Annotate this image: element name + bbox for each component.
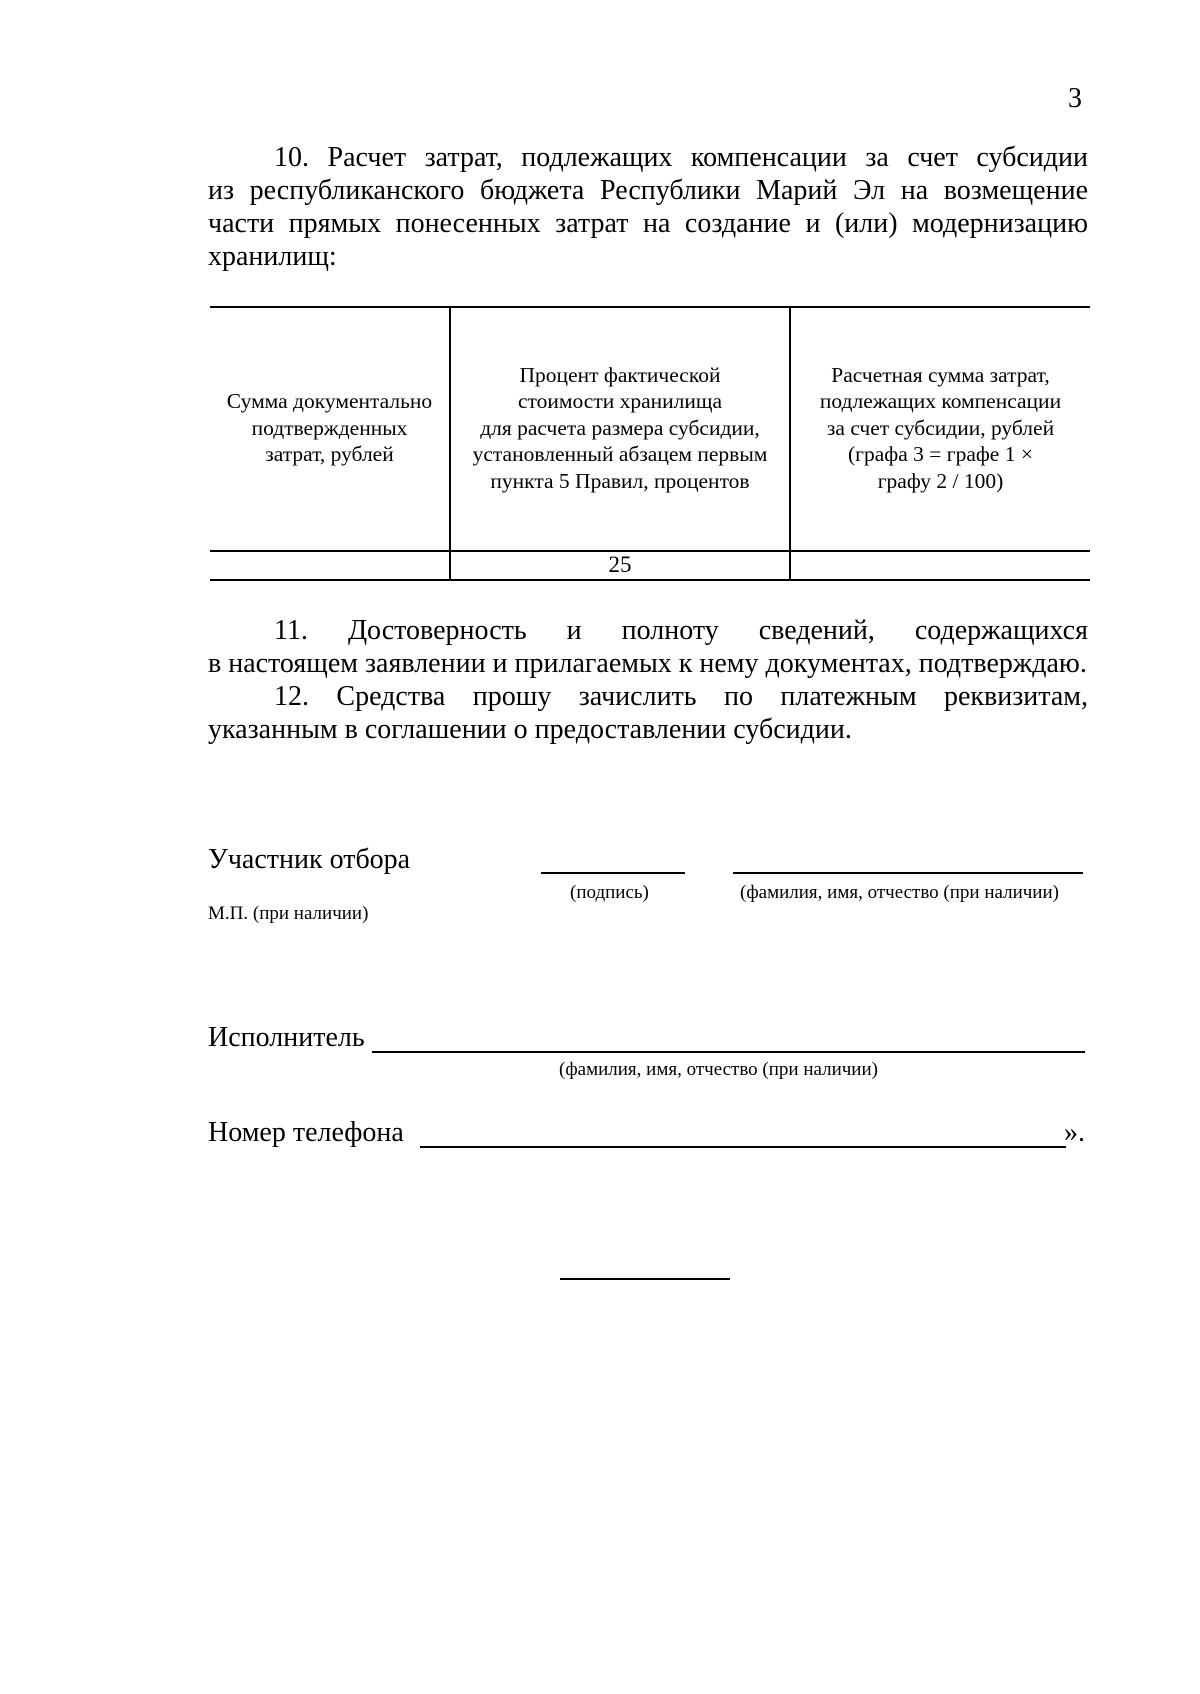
- executor-name-line: [372, 1051, 1085, 1053]
- participant-name-caption: (фамилия, имя, отчество (при наличии): [740, 882, 1059, 903]
- header-text-line: подлежащих компенсации: [819, 389, 1062, 414]
- page-number: 3: [1068, 83, 1082, 114]
- section-10-line: из республиканского бюджета Республики Марий Эл на возмещение: [208, 175, 1088, 206]
- phone-closing-quote: ».: [1064, 1117, 1085, 1148]
- section-12-paragraph: [208, 680, 1088, 746]
- phone-label: Номер телефона: [208, 1117, 404, 1148]
- section-10-line: части прямых понесенных затрат на создание и (или) модернизацию: [208, 208, 1088, 239]
- section-11-line: 11. Достоверность и полноту сведений, содержащихся: [274, 615, 1088, 646]
- header-text-line: Процент фактической: [519, 362, 721, 387]
- section-10-line: хранилищ:: [208, 241, 337, 272]
- table-header-cell-2: [451, 306, 789, 550]
- phone-line: [420, 1146, 1066, 1148]
- header-text-line: стоимости хранилища: [517, 389, 722, 414]
- section-10-line: 10. Расчет затрат, подлежащих компенсации за счет субсидии: [274, 142, 1088, 173]
- table-cell-calculated-sum: [791, 552, 1090, 579]
- participant-label: Участник отбора: [208, 844, 411, 875]
- section-12-line: указанным в соглашении о предоставлении субсидии.: [208, 714, 852, 745]
- end-separator-line: [560, 1278, 730, 1280]
- participant-name-line: [733, 872, 1083, 874]
- table-cell-percent: 25: [608, 552, 632, 578]
- header-text-line: Сумма документально: [226, 389, 433, 414]
- executor-label: Исполнитель: [208, 1022, 365, 1053]
- header-text-line: для расчета размера субсидии,: [480, 415, 760, 440]
- stamp-label: М.П. (при наличии): [208, 903, 369, 924]
- header-text-line: (графа 3 = графе 1 ×: [848, 442, 1033, 467]
- header-text-line: за счет субсидии, рублей: [826, 415, 1055, 440]
- header-text-line: Расчетная сумма затрат,: [831, 362, 1050, 387]
- table-header-cell-1: [210, 306, 449, 550]
- header-text-line: затрат, рублей: [265, 442, 394, 467]
- section-10-paragraph: [208, 141, 1088, 273]
- executor-name-caption: (фамилия, имя, отчество (при наличии): [559, 1059, 878, 1080]
- subsidy-calculation-table: [210, 306, 1090, 581]
- section-11-paragraph: [208, 614, 1088, 680]
- signature-line: [541, 872, 685, 874]
- table-bottom-border: [210, 579, 1090, 581]
- header-text-line: установленный абзацем первым: [472, 442, 768, 467]
- section-11-line: в настоящем заявлении и прилагаемых к нему документах, подтверждаю.: [208, 648, 1087, 679]
- table-cell-amount: [210, 552, 449, 579]
- table-header-cell-3: [791, 306, 1090, 550]
- header-text-line: пункта 5 Правил, процентов: [490, 468, 750, 493]
- section-12-line: 12. Средства прошу зачислить по платежным реквизитам,: [274, 681, 1088, 712]
- signature-caption: (подпись): [570, 882, 649, 903]
- header-text-line: подтвержденных: [251, 415, 408, 440]
- header-text-line: графу 2 / 100): [877, 468, 1004, 493]
